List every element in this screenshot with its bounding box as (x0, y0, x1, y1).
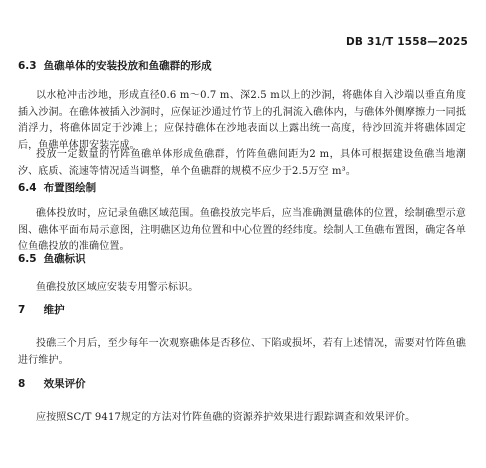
section-heading-6-3 (18, 58, 212, 73)
document-code: DB 31/T 1558—2025 (346, 36, 468, 48)
section-title: 鱼礁单体的安装投放和鱼礁群的形成 (43, 60, 212, 72)
section-7-paragraph: 投礁三个月后，至少每年一次观察礁体是否移位、下陷或损坏，若有上述情况，需要对竹阵鱼礁进行维护。 (18, 338, 466, 366)
section-heading-6-5 (18, 251, 86, 266)
section-heading-7 (18, 302, 65, 317)
section-title: 布置图绘制 (43, 182, 97, 194)
section-6-3-paragraph-1: 以水枪冲击沙地，形成直径0.6 m～0.7 m、深2.5 m以上的沙洞，将礁体自入沙端以垂直角度插入沙洞。在礁体被插入沙洞时，应保证沙通过竹节上的孔洞流入礁体内，与礁体外侧摩擦力一同抵消浮力，将礁体固定于沙滩上；应保持礁体在沙地表面以上露出统一高度，待沙回流并将礁体固定后，鱼礁单体即安装完成。 (18, 90, 466, 151)
section-number: 6.3 (18, 60, 37, 72)
section-heading-6-4 (18, 180, 96, 195)
section-title: 鱼礁标识 (43, 253, 86, 265)
section-heading-8 (18, 376, 86, 391)
section-number: 8 (18, 378, 26, 390)
section-number: 6.5 (18, 253, 37, 265)
section-number: 7 (18, 304, 26, 316)
section-title: 效果评价 (43, 378, 86, 390)
section-6-5-paragraph: 鱼礁投放区域应安装专用警示标识。 (36, 282, 199, 293)
section-title: 维护 (43, 304, 65, 316)
section-number: 6.4 (18, 182, 37, 194)
section-6-3-paragraph-2: 投放一定数量的竹阵鱼礁单体形成鱼礁群，竹阵鱼礁间距为2 m，具体可根据建设鱼礁当地潮汐、底质、流速等情况适当调整，单个鱼礁群的规模不应少于2.5万空 m³。 (18, 149, 466, 177)
section-6-4-paragraph: 礁体投放时，应记录鱼礁区域范围。鱼礁投放完毕后，应当准确测量礁体的位置，绘制礁型示意图、礁体平面布局示意图，注明礁区边角位置和中心位置的经纬度。绘制人工鱼礁布置图，确定各单位鱼礁投放的准确位置。 (18, 208, 466, 252)
section-8-paragraph: 应按照SC/T 9417规定的方法对竹阵鱼礁的资源养护效果进行跟踪调查和效果评价。 (36, 412, 416, 423)
